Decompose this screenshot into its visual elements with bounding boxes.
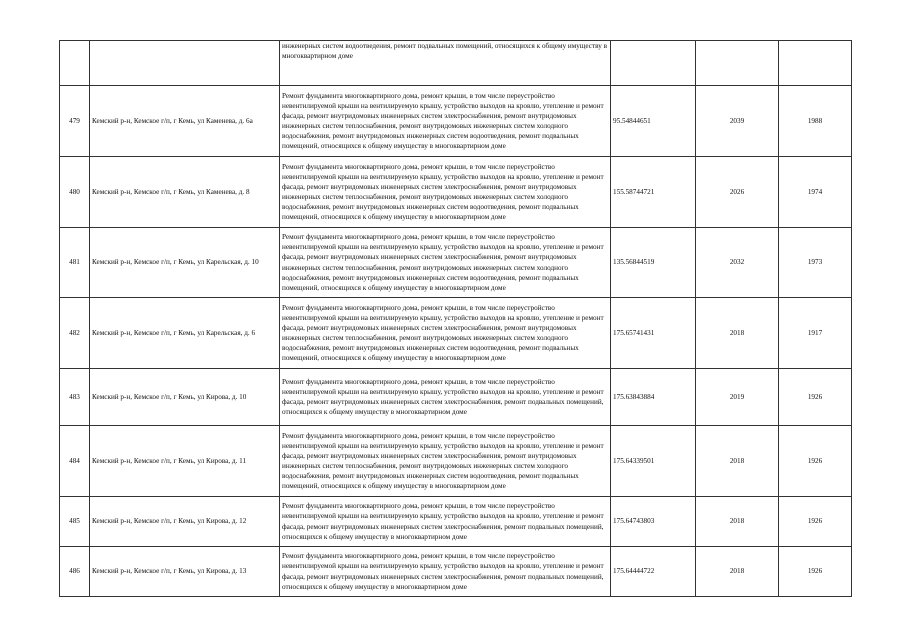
year-built: 1926 <box>779 497 852 547</box>
table-row <box>60 547 852 597</box>
planned-year: 2018 <box>696 497 779 547</box>
repair-works: Ремонт фундамента многоквартирного дома, ремонт крыши, в том числе переустройство невентилируемой крыши на вентилируемую крышу, устройство выходов на кровлю, утепление и ремонт фасада, ремонт внутридомовых инженерных систем электроснабжения, ремонт подвальных помещений, относящихся к общему имуществу в многоквартирном доме <box>280 547 611 597</box>
year-built: 1988 <box>779 86 852 157</box>
repair-works: Ремонт фундамента многоквартирного дома, ремонт крыши, в том числе переустройство невентилируемой крыши на вентилируемую крышу, устройство выходов на кровлю, утепление и ремонт фасада, ремонт внутридомовых инженерных систем электроснабжения, ремонт внутридомовых инженерных систем теплоснабжения, ремонт внутридомовых инженерных систем холодного водоснабжения, ремонт внутридомовых инженерных систем водоотведения, ремонт подвальных помещений, относящихся к общему имуществу в многоквартирном доме <box>280 298 611 369</box>
year-built <box>779 41 852 86</box>
table-row <box>60 157 852 228</box>
planned-year: 2018 <box>696 298 779 369</box>
table-row <box>60 86 852 157</box>
repair-works: Ремонт фундамента многоквартирного дома, ремонт крыши, в том числе переустройство невентилируемой крыши на вентилируемую крышу, устройство выходов на кровлю, утепление и ремонт фасада, ремонт внутридомовых инженерных систем электроснабжения, ремонт внутридомовых инженерных систем теплоснабжения, ремонт внутридомовых инженерных систем холодного водоснабжения, ремонт внутридомовых инженерных систем водоотведения, ремонт подвальных помещений, относящихся к общему имуществу в многоквартирном доме <box>280 157 611 228</box>
repair-cost: 175.64339501 <box>611 426 696 497</box>
repair-cost <box>611 41 696 86</box>
planned-year: 2039 <box>696 86 779 157</box>
repair-works: Ремонт фундамента многоквартирного дома, ремонт крыши, в том числе переустройство невентилируемой крыши на вентилируемую крышу, устройство выходов на кровлю, утепление и ремонт фасада, ремонт внутридомовых инженерных систем электроснабжения, ремонт внутридомовых инженерных систем теплоснабжения, ремонт внутридомовых инженерных систем холодного водоснабжения, ремонт внутридомовых инженерных систем водоотведения, ремонт подвальных помещений, относящихся к общему имуществу в многоквартирном доме <box>280 426 611 497</box>
year-built: 1973 <box>779 228 852 298</box>
table-row <box>60 41 852 86</box>
repair-cost: 155.58744721 <box>611 157 696 228</box>
planned-year: 2018 <box>696 547 779 597</box>
repair-cost: 175.64444722 <box>611 547 696 597</box>
table-row <box>60 228 852 298</box>
house-address <box>90 41 280 86</box>
year-built: 1974 <box>779 157 852 228</box>
repair-works: Ремонт фундамента многоквартирного дома, ремонт крыши, в том числе переустройство невентилируемой крыши на вентилируемую крышу, устройство выходов на кровлю, утепление и ремонт фасада, ремонт внутридомовых инженерных систем электроснабжения, ремонт внутридомовых инженерных систем теплоснабжения, ремонт внутридомовых инженерных систем холодного водоснабжения, ремонт внутридомовых инженерных систем водоотведения, ремонт подвальных помещений, относящихся к общему имуществу в многоквартирном доме <box>280 228 611 298</box>
row-number: 484 <box>60 426 90 497</box>
row-number: 485 <box>60 497 90 547</box>
repair-cost: 95.54844651 <box>611 86 696 157</box>
repair-program-table <box>59 40 852 597</box>
repair-cost: 175.64743803 <box>611 497 696 547</box>
repair-cost: 175.63843884 <box>611 369 696 426</box>
table-row <box>60 369 852 426</box>
year-built: 1926 <box>779 547 852 597</box>
repair-cost: 175.65741431 <box>611 298 696 369</box>
repair-works: Ремонт фундамента многоквартирного дома, ремонт крыши, в том числе переустройство невентилируемой крыши на вентилируемую крышу, устройство выходов на кровлю, утепление и ремонт фасада, ремонт внутридомовых инженерных систем электроснабжения, ремонт подвальных помещений, относящихся к общему имуществу в многоквартирном доме <box>280 369 611 426</box>
planned-year: 2032 <box>696 228 779 298</box>
row-number: 482 <box>60 298 90 369</box>
house-address: Кемский р-н, Кемское г/п, г Кемь, ул Карельская, д. 6 <box>90 298 280 369</box>
planned-year: 2019 <box>696 369 779 426</box>
year-built: 1926 <box>779 369 852 426</box>
planned-year: 2026 <box>696 157 779 228</box>
repair-works: Ремонт фундамента многоквартирного дома, ремонт крыши, в том числе переустройство невентилируемой крыши на вентилируемую крышу, устройство выходов на кровлю, утепление и ремонт фасада, ремонт внутридомовых инженерных систем электроснабжения, ремонт подвальных помещений, относящихся к общему имуществу в многоквартирном доме <box>280 497 611 547</box>
table-row <box>60 426 852 497</box>
row-number: 480 <box>60 157 90 228</box>
row-number: 486 <box>60 547 90 597</box>
planned-year: 2018 <box>696 426 779 497</box>
row-number: 481 <box>60 228 90 298</box>
repair-works: Ремонт фундамента многоквартирного дома, ремонт крыши, в том числе переустройство невентилируемой крыши на вентилируемую крышу, устройство выходов на кровлю, утепление и ремонт фасада, ремонт внутридомовых инженерных систем электроснабжения, ремонт внутридомовых инженерных систем теплоснабжения, ремонт внутридомовых инженерных систем холодного водоснабжения, ремонт внутридомовых инженерных систем водоотведения, ремонт подвальных помещений, относящихся к общему имуществу в многоквартирном доме <box>280 86 611 157</box>
house-address: Кемский р-н, Кемское г/п, г Кемь, ул Карельская, д. 10 <box>90 228 280 298</box>
row-number: 483 <box>60 369 90 426</box>
house-address: Кемский р-н, Кемское г/п, г Кемь, ул Каменева, д. 6а <box>90 86 280 157</box>
row-number <box>60 41 90 86</box>
year-built: 1926 <box>779 426 852 497</box>
repair-cost: 135.56844519 <box>611 228 696 298</box>
house-address: Кемский р-н, Кемское г/п, г Кемь, ул Кирова, д. 12 <box>90 497 280 547</box>
house-address: Кемский р-н, Кемское г/п, г Кемь, ул Кирова, д. 13 <box>90 547 280 597</box>
house-address: Кемский р-н, Кемское г/п, г Кемь, ул Кирова, д. 10 <box>90 369 280 426</box>
house-address: Кемский р-н, Кемское г/п, г Кемь, ул Каменева, д. 8 <box>90 157 280 228</box>
repair-works: инженерных систем водоотведения, ремонт подвальных помещений, относящихся к общему имуществу в многоквартирном доме <box>280 41 611 86</box>
table-row <box>60 298 852 369</box>
planned-year <box>696 41 779 86</box>
year-built: 1917 <box>779 298 852 369</box>
row-number: 479 <box>60 86 90 157</box>
house-address: Кемский р-н, Кемское г/п, г Кемь, ул Кирова, д. 11 <box>90 426 280 497</box>
table-row <box>60 497 852 547</box>
